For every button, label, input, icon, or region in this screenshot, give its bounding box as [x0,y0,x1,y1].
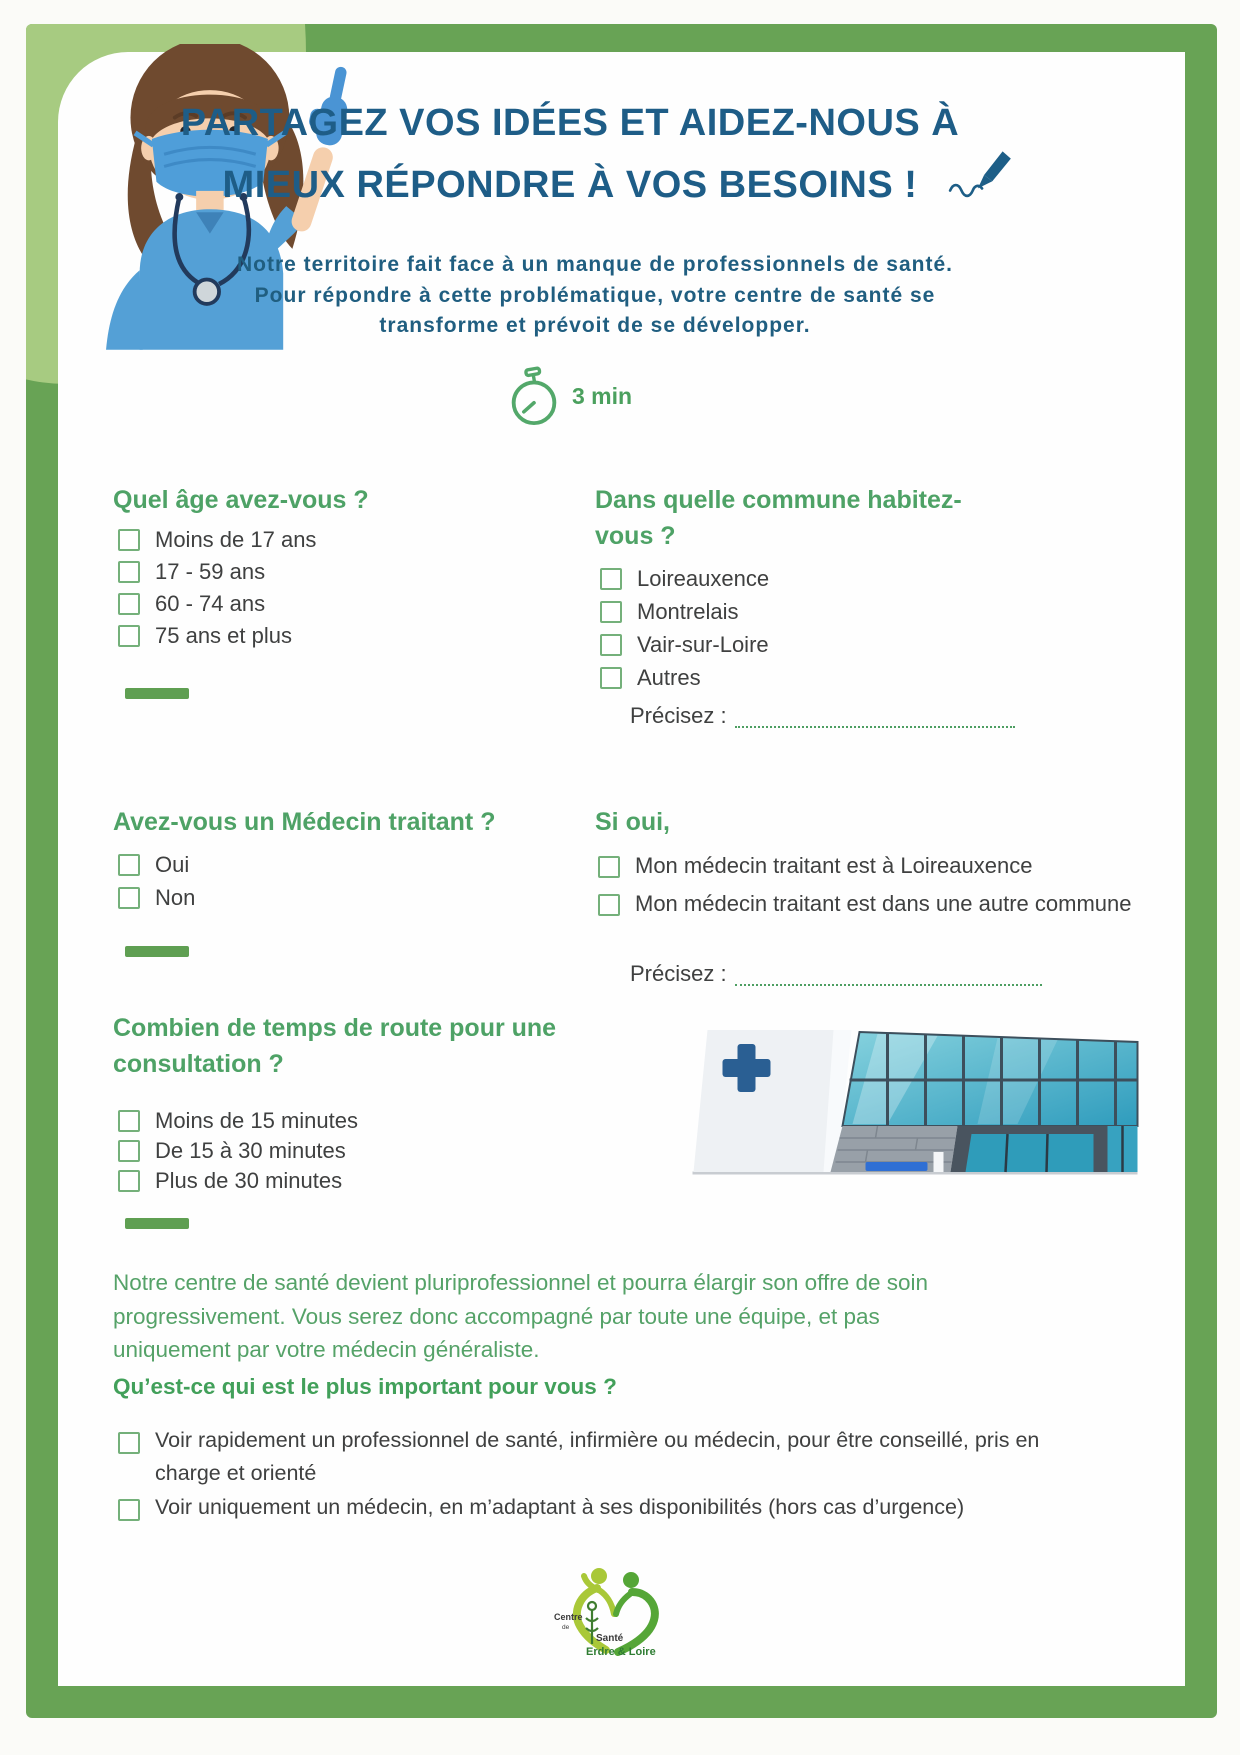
checkbox[interactable] [118,1432,140,1454]
closing-paragraph [113,1266,1098,1403]
option-label: Moins de 17 ans [155,527,317,552]
sioui-precisez-field [630,962,1042,986]
heart-figures-icon [552,1564,674,1662]
checkbox[interactable] [118,1110,140,1132]
age-option-row [118,556,316,588]
checkbox[interactable] [600,667,622,689]
important-option-row [118,1424,1113,1489]
temps-title-line1: Combien de temps de route pour une [113,1014,557,1042]
option-label: Mon médecin traitant est à Loireauxence [635,853,1033,878]
precisez-input-line[interactable] [735,706,1015,728]
checkbox[interactable] [118,854,140,876]
intro-line1: Notre territoire fait face à un manque de professionnels de santé. [237,253,953,276]
option-label: Vair-sur-Loire [637,631,769,657]
question-age-options [118,524,316,652]
question-medecin-options [118,848,195,914]
checkbox[interactable] [118,561,140,583]
option-label: 75 ans et plus [155,623,292,648]
precisez-label: Précisez : [630,961,727,986]
age-option-row [118,524,316,556]
important-option-row [118,1491,1113,1524]
logo-text-sante: Santé [596,1633,624,1644]
option-label: 17 - 59 ans [155,559,266,584]
sioui-option-row [598,848,1138,884]
option-label: Voir uniquement un médecin, en m’adaptant à ses disponibilités (hors cas d’urgence) [155,1495,965,1519]
option-label: De 15 à 30 minutes [155,1138,346,1163]
commune-title-line2: vous ? [595,522,676,550]
intro-line2: Pour répondre à cette problématique, votre centre de santé se [254,283,936,307]
logo [552,1564,674,1662]
logo-text-de: de [562,1624,570,1631]
commune-title-line1: Dans quelle commune habitez- [595,486,962,514]
para-line1: Notre centre de santé devient pluriprofessionnel et pourra élargir son offre de soin [113,1270,929,1295]
section-divider [125,1218,189,1229]
checkbox[interactable] [118,1170,140,1192]
stopwatch-icon [508,365,560,427]
option-label: Mon médecin traitant est dans une autre commune [635,891,1132,916]
question-age-title: Quel âge avez-vous ? [113,486,369,514]
medecin-option-row [118,848,195,881]
intro-line3: transforme et prévoit de se développer. [379,314,811,337]
question-temps-title [113,1010,593,1082]
sioui-option-row [598,886,1138,922]
temps-title-line2: consultation ? [113,1050,284,1078]
question-commune-title [595,482,1135,554]
checkbox[interactable] [600,568,622,590]
checkbox[interactable] [600,634,622,656]
option-label: Autres [637,664,701,690]
option-label: Oui [155,851,190,877]
question-temps-options [118,1106,358,1196]
option-label: Loireauxence [637,565,770,591]
section-divider [125,946,189,957]
question-sioui-options [598,848,1138,922]
medecin-option-row [118,881,195,914]
commune-option-row [600,562,769,595]
pen-icon [945,146,1017,200]
checkbox[interactable] [118,593,140,615]
duration-badge [380,360,760,432]
checkbox[interactable] [118,1140,140,1162]
checkbox[interactable] [118,1499,140,1521]
question-important-title: Qu’est-ce qui est le plus important pour vous ? [113,1373,617,1399]
option-label: Moins de 15 minutes [155,1108,358,1133]
precisez-input-line[interactable] [735,964,1042,986]
title-line2: MIEUX RÉPONDRE À VOS BESOINS ! [222,164,918,206]
building-icon [635,1026,1140,1178]
commune-option-row [600,628,769,661]
page-title [100,92,1040,216]
logo-text-erdre-loire: Erdre & Loire [586,1646,656,1658]
checkbox[interactable] [600,601,622,623]
commune-option-row [600,595,769,628]
option-label: 60 - 74 ans [155,591,266,616]
commune-precisez-field [630,704,1015,728]
title-line1: PARTAGEZ VOS IDÉES ET AIDEZ-NOUS À [180,102,960,144]
option-label: Non [155,884,196,910]
checkbox[interactable] [598,856,620,878]
option-label: Plus de 30 minutes [155,1168,343,1193]
temps-option-row [118,1106,358,1136]
checkbox[interactable] [598,894,620,916]
para-line2: progressivement. Vous serez donc accompagné par toute une équipe, et pas [113,1303,880,1329]
question-important-options [118,1424,1113,1524]
option-label: Montrelais [637,598,739,624]
commune-option-row [600,661,769,694]
precisez-label: Précisez : [630,703,727,728]
temps-option-row [118,1166,358,1196]
section-divider [125,688,189,699]
para-line3: uniquement par votre médecin généraliste. [113,1337,540,1362]
question-sioui-title: Si oui, [595,808,670,836]
question-commune-options [600,562,769,694]
age-option-row [118,620,316,652]
temps-option-row [118,1136,358,1166]
checkbox[interactable] [118,887,140,909]
age-option-row [118,588,316,620]
logo-text-centre: Centre [554,1612,583,1622]
duration-label: 3 min [571,382,633,409]
intro-text [120,250,1070,342]
option-label: Voir rapidement un professionnel de santé, infirmière ou médecin, pour être conseillé, pris en charge et orienté [155,1428,1040,1485]
question-medecin-title: Avez-vous un Médecin traitant ? [113,808,496,836]
health-center-illustration [635,1026,1140,1178]
checkbox[interactable] [118,625,140,647]
checkbox[interactable] [118,529,140,551]
